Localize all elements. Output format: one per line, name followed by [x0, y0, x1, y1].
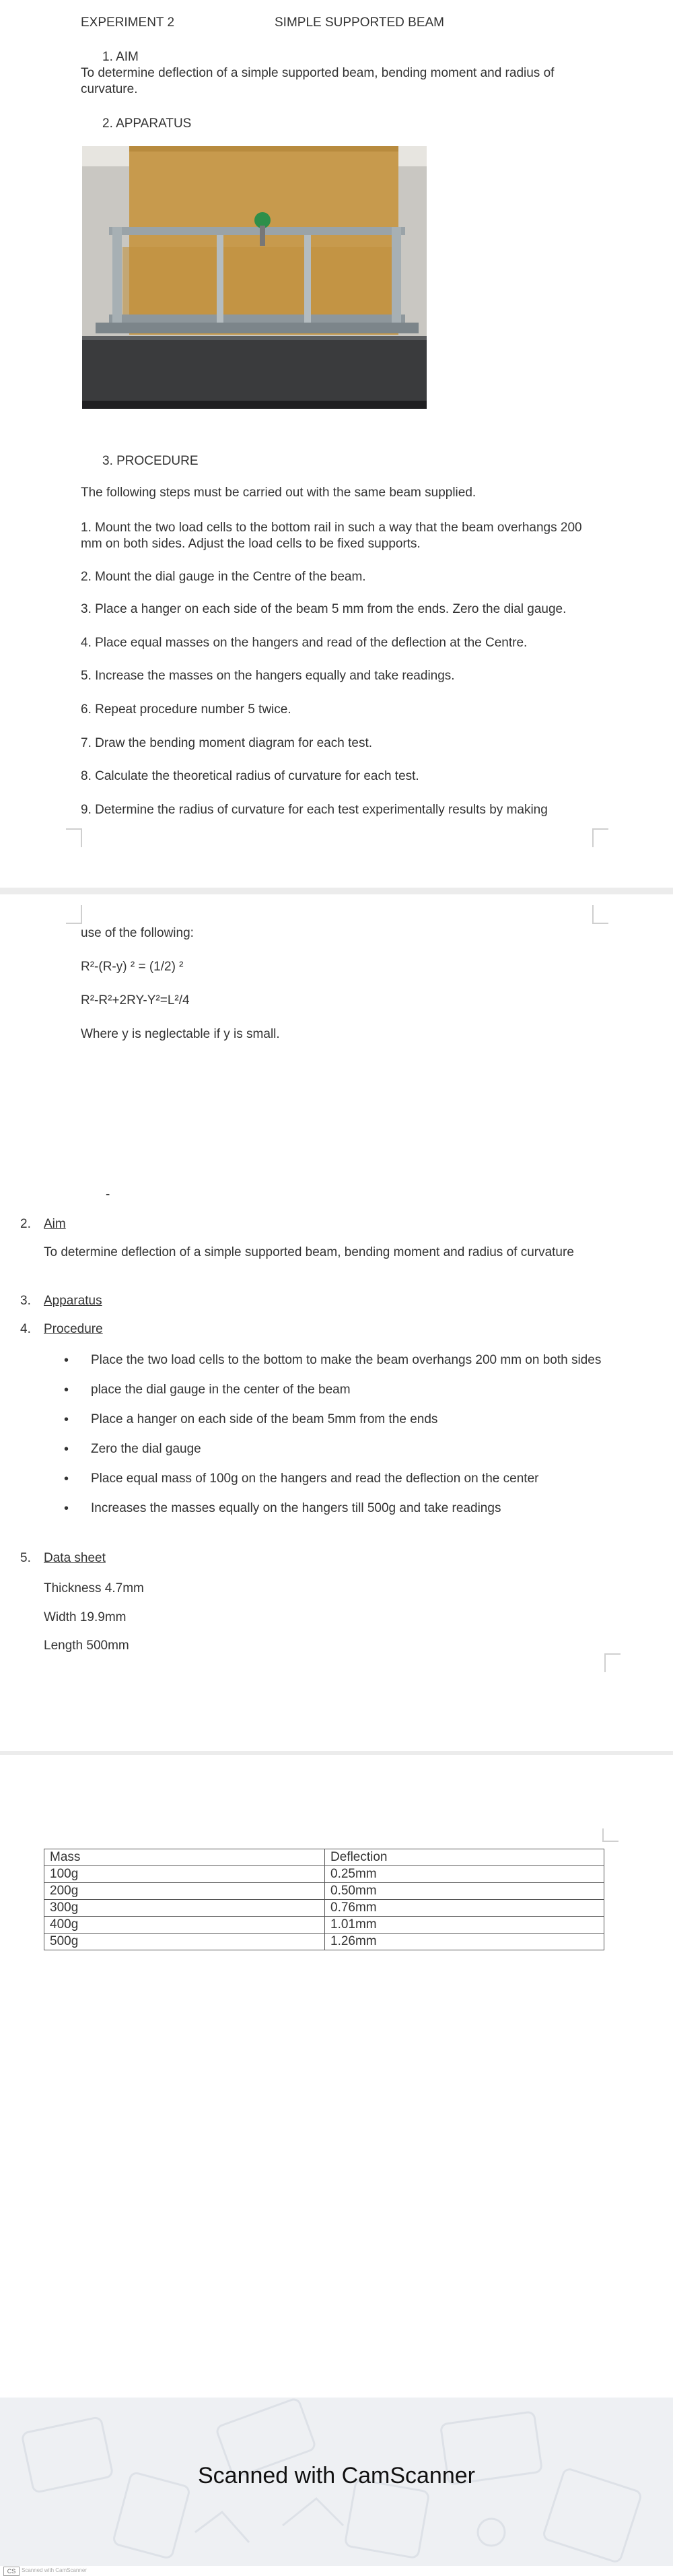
procedure-step-5: 5. Increase the masses on the hangers equally and take readings. — [81, 669, 455, 683]
list-item: • Zero the dial gauge — [44, 1441, 609, 1457]
procedure-step-2: 2. Mount the dial gauge in the Centre of the beam. — [81, 570, 366, 584]
table-row — [44, 1866, 604, 1883]
procedure-step-9: 9. Determine the radius of curvature for each test experimentally results by making — [81, 803, 548, 817]
aim-text: To determine deflection of a simple supported beam, bending moment and radius of curvature. — [81, 66, 555, 96]
table-row — [44, 1883, 604, 1900]
table-cell: 0.25mm — [325, 1866, 604, 1883]
table-row — [44, 1934, 604, 1950]
procedure-bullet-list — [44, 1352, 609, 1530]
list-item: • Place a hanger on each side of the beam 5mm from the ends — [44, 1412, 609, 1428]
thickness-value: Thickness 4.7mm — [44, 1581, 144, 1595]
camscanner-logo — [3, 2567, 20, 2576]
table-header-cell: Mass — [44, 1849, 325, 1866]
formula-2: R²-R²+2RY-Y²=L²/4 — [81, 993, 190, 1008]
camscanner-logo-text: CS — [7, 2568, 16, 2575]
page-corner-mark — [604, 1653, 621, 1672]
page-corner-mark — [602, 1828, 618, 1842]
table-row — [44, 1917, 604, 1934]
page-separator — [0, 888, 673, 894]
page-corner-mark — [66, 828, 82, 847]
apparatus-section-number: 3. — [20, 1294, 31, 1308]
procedure-step-4: 4. Place equal masses on the hangers and read of the deflection at the Centre. — [81, 636, 528, 650]
datasheet-section-heading: Data sheet — [44, 1551, 106, 1565]
table-cell: 400g — [44, 1917, 325, 1934]
apparatus-section-heading: Apparatus — [44, 1294, 102, 1308]
page-separator — [0, 1751, 673, 1755]
deflection-table — [44, 1849, 604, 1950]
list-item: • Increases the masses equally on the hangers till 500g and take readings — [44, 1500, 609, 1517]
table-cell: 0.50mm — [325, 1883, 604, 1900]
list-item: • Place the two load cells to the bottom to make the beam overhangs 200 mm on both sides — [44, 1352, 616, 1368]
table-cell: 100g — [44, 1866, 325, 1883]
procedure-step-1: 1. Mount the two load cells to the bottom rail in such a way that the beam overhangs 200 mm on both sides. Adjust the load cells to be fixed supports. — [81, 521, 582, 551]
camscanner-caption: Scanned with CamScanner — [22, 2567, 87, 2573]
camscanner-watermark-band — [0, 2398, 673, 2566]
stray-mark: - — [106, 1187, 110, 1201]
procedure-step-8: 8. Calculate the theoretical radius of curvature for each test. — [81, 769, 419, 783]
length-value: Length 500mm — [44, 1639, 129, 1653]
aim-section-heading: Aim — [44, 1217, 66, 1231]
table-row — [44, 1900, 604, 1917]
aim-heading: 1. AIM — [102, 50, 139, 64]
procedure-intro: The following steps must be carried out with the same beam supplied. — [81, 486, 476, 500]
formula-intro: use of the following: — [81, 926, 194, 940]
page-corner-mark — [592, 905, 608, 924]
width-value: Width 19.9mm — [44, 1610, 127, 1624]
page-corner-mark — [592, 828, 608, 847]
table-cell: 1.01mm — [325, 1917, 604, 1934]
aim-section-text: To determine deflection of a simple supported beam, bending moment and radius of curvature — [44, 1245, 574, 1259]
beam-apparatus-image — [82, 146, 427, 409]
table-cell: 500g — [44, 1934, 325, 1950]
procedure-step-7: 7. Draw the bending moment diagram for each test. — [81, 736, 373, 750]
table-cell: 1.26mm — [325, 1934, 604, 1950]
table-cell: 300g — [44, 1900, 325, 1917]
procedure-step-6: 6. Repeat procedure number 5 twice. — [81, 702, 291, 717]
list-item: • Place equal mass of 100g on the hangers and read the deflection on the center — [44, 1471, 609, 1487]
procedure-heading: 3. PROCEDURE — [102, 454, 199, 468]
formula-note: Where y is neglectable if y is small. — [81, 1027, 280, 1041]
table-header-cell: Deflection — [325, 1849, 604, 1866]
aim-section-number: 2. — [20, 1217, 31, 1231]
procedure-section-heading: Procedure — [44, 1322, 103, 1336]
list-item: • place the dial gauge in the center of the beam — [44, 1382, 609, 1398]
apparatus-heading: 2. APPARATUS — [102, 117, 192, 131]
procedure-step-3: 3. Place a hanger on each side of the beam 5 mm from the ends. Zero the dial gauge. — [81, 602, 567, 616]
page-corner-mark — [66, 905, 82, 924]
table-cell: 0.76mm — [325, 1900, 604, 1917]
experiment-title: EXPERIMENT 2 — [81, 15, 175, 30]
table-header-row — [44, 1849, 604, 1866]
table-cell: 200g — [44, 1883, 325, 1900]
apparatus-photo — [82, 146, 427, 409]
experiment-subtitle: SIMPLE SUPPORTED BEAM — [275, 15, 444, 30]
datasheet-section-number: 5. — [20, 1551, 31, 1565]
formula-1: R²-(R-y) ² = (1/2) ² — [81, 960, 184, 974]
procedure-section-number: 4. — [20, 1322, 31, 1336]
camscanner-watermark-text: Scanned with CamScanner — [197, 2463, 475, 2488]
